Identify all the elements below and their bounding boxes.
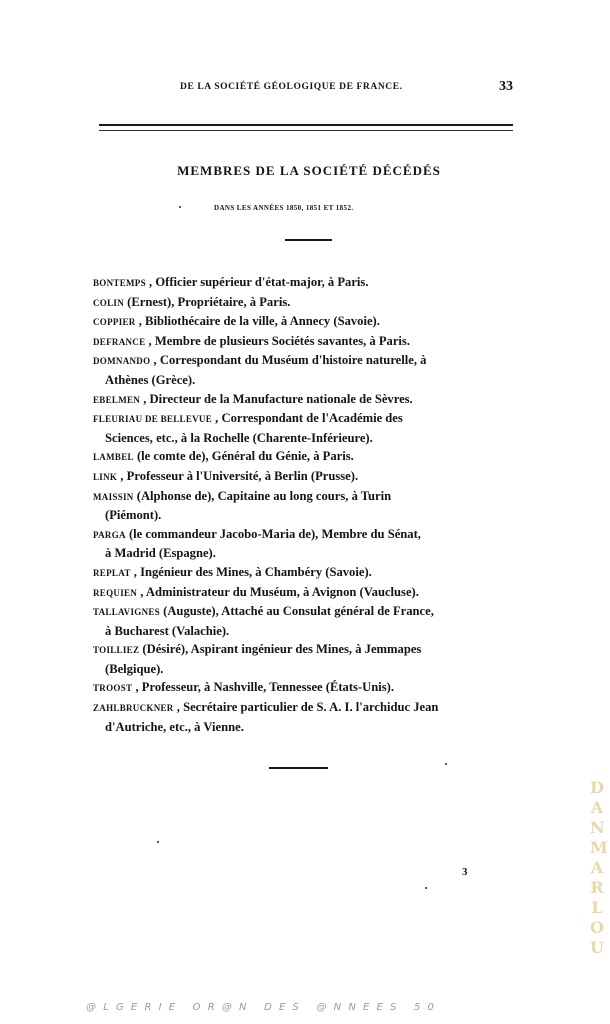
- member-description: , Directeur de la Manufacture nationale de Sèvres.: [140, 391, 413, 406]
- member-name: MAISSIN: [93, 491, 134, 502]
- member-entry: [93, 602, 513, 640]
- page-number: 33: [499, 79, 513, 94]
- stray-dot: [157, 841, 159, 843]
- member-description: , Correspondant du Muséum d'histoire naturelle, à: [150, 353, 427, 368]
- member-description: , Professeur, à Nashville, Tennessee (États-Unis).: [132, 680, 394, 695]
- watermark-letter: A: [590, 858, 604, 877]
- member-entry: [93, 525, 513, 563]
- title-divider: [285, 239, 332, 241]
- member-name: BONTEMPS: [93, 278, 146, 288]
- member-description: (Alphonse de), Capitaine au long cours, à Turin: [133, 488, 392, 503]
- member-description: , Secrétaire particulier de S. A. I. l'archiduc Jean: [173, 700, 439, 715]
- member-description: (Désiré), Aspirant ingénieur des Mines, à Jemmapes: [139, 642, 422, 657]
- member-name: FLEURIAU DE BELLEVUE: [93, 414, 213, 425]
- member-entry: [93, 563, 513, 583]
- member-name: COPPIER: [93, 317, 136, 328]
- stray-dot: [179, 206, 181, 208]
- member-name: REQUIEN: [93, 587, 138, 598]
- watermark-letter: N: [590, 818, 605, 837]
- watermark-letter: A: [590, 798, 604, 817]
- member-description-continued: à Bucharest (Valachie).: [105, 623, 230, 638]
- signature-mark: 3: [462, 866, 468, 878]
- watermark: [590, 778, 608, 958]
- watermark-letter: M: [590, 838, 608, 857]
- member-name: REPLAT: [93, 567, 131, 578]
- member-description: , Administrateur du Muséum, à Avignon (Vaucluse).: [137, 584, 419, 599]
- member-entry: [93, 293, 513, 313]
- section-title-text: MEMBRES DE LA SOCIÉTÉ DÉCÉDÉS: [177, 163, 441, 178]
- member-name: DEFRANCE: [93, 336, 146, 347]
- member-description: , Ingénieur des Mines, à Chambéry (Savoie).: [130, 564, 372, 579]
- member-description: (le commandeur Jacobo-Maria de), Membre du Sénat,: [125, 526, 421, 541]
- member-entry: [93, 698, 513, 736]
- member-description-continued: d'Autriche, etc., à Vienne.: [105, 719, 244, 734]
- footer-text: @LGERIE OR@N DES @NNEES 50: [86, 1002, 442, 1013]
- member-name: PARGA: [93, 529, 126, 540]
- section-title: [0, 163, 610, 179]
- member-name: COLIN: [93, 297, 125, 308]
- member-entry: [93, 409, 513, 447]
- member-entry: [93, 467, 513, 487]
- member-name: TALLAVIGNES: [93, 607, 160, 618]
- member-entry: [93, 583, 513, 603]
- member-description: (Auguste), Attaché au Consulat général de France,: [160, 604, 434, 619]
- watermark-letter: L: [591, 898, 603, 917]
- member-description: , Officier supérieur d'état-major, à Paris.: [145, 275, 369, 289]
- member-description: , Professeur à l'Université, à Berlin (Prusse).: [117, 468, 359, 483]
- member-entry: [93, 312, 513, 332]
- section-subtitle: DANS LES ANNÉES 1850, 1851 ET 1852.: [214, 204, 354, 212]
- member-description: , Membre de plusieurs Sociétés savantes, à Paris.: [145, 333, 410, 348]
- member-entry: [93, 332, 513, 352]
- member-description-continued: (Piémont).: [105, 508, 162, 523]
- entries-list: [93, 273, 513, 736]
- member-entry: [93, 678, 513, 698]
- member-description-continued: (Belgique).: [105, 661, 164, 676]
- member-name: TOILLIEZ: [93, 645, 140, 656]
- bottom-divider: [269, 767, 328, 769]
- member-description: (Ernest), Propriétaire, à Paris.: [124, 294, 291, 309]
- member-description-continued: Athènes (Grèce).: [105, 372, 196, 387]
- member-description: , Bibliothécaire de la ville, à Annecy (Savoie).: [135, 314, 380, 329]
- header-rule-thick: [99, 124, 513, 126]
- member-name: ZAHLBRUCKNER: [93, 703, 174, 714]
- member-entry: [93, 447, 513, 467]
- watermark-letter: R: [590, 878, 604, 897]
- member-description-continued: Sciences, etc., à la Rochelle (Charente-Inférieure).: [105, 430, 373, 445]
- member-entry: [93, 640, 513, 678]
- header-rule-thin: [99, 130, 513, 131]
- member-name: EBELMEN: [93, 394, 141, 405]
- member-description-continued: à Madrid (Espagne).: [105, 546, 216, 561]
- member-name: TROOST: [93, 683, 133, 694]
- running-head: DE LA SOCIÉTÉ GÉOLOGIQUE DE FRANCE.: [180, 82, 403, 92]
- member-name: LINK: [93, 471, 118, 482]
- member-entry: [93, 273, 513, 293]
- watermark-letter: U: [590, 938, 604, 957]
- member-entry: [93, 487, 513, 525]
- stray-dot: [425, 887, 427, 889]
- member-description: , Correspondant de l'Académie des: [212, 411, 403, 426]
- member-entry: [93, 390, 513, 410]
- stray-dot: [445, 763, 447, 765]
- member-name: LAMBEL: [93, 452, 134, 463]
- watermark-letter: D: [590, 778, 604, 797]
- watermark-letter: O: [590, 918, 604, 937]
- member-name: DOMNANDO: [93, 356, 151, 367]
- member-entry: [93, 351, 513, 389]
- member-description: (le comte de), Général du Génie, à Paris.: [133, 449, 354, 464]
